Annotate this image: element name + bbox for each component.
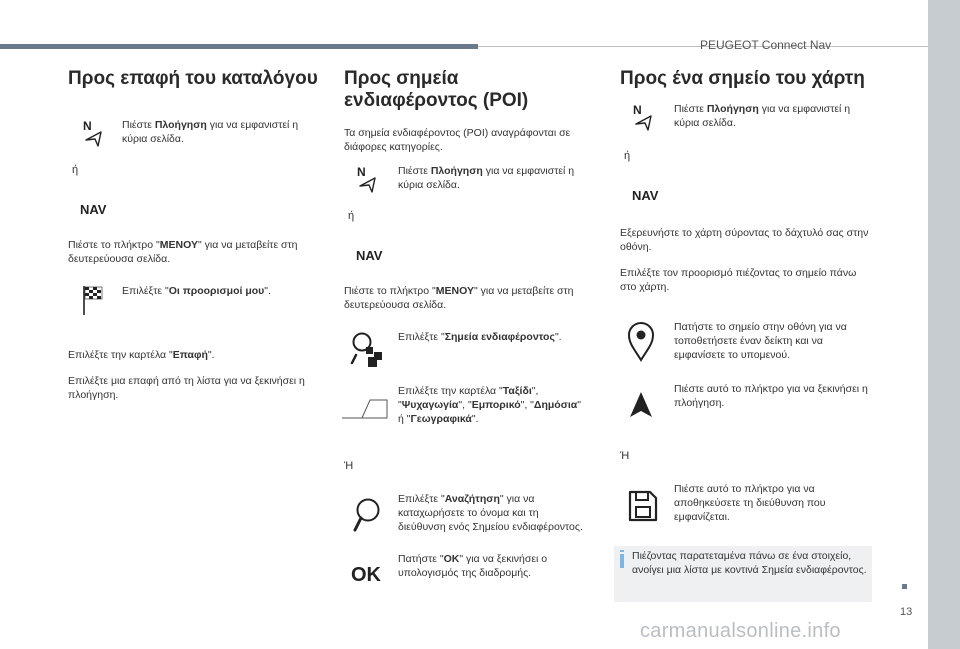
info-note [614, 546, 872, 602]
side-strip [928, 0, 960, 649]
section-title-map-point: Προς ένα σημείο του χάρτη [620, 68, 865, 89]
header-bar [0, 44, 478, 49]
col2-step4: Επιλέξτε "Αναζήτηση" για να καταχωρήσετε το όνομα και τη διεύθυνση ενός Σημείου ενδιαφέροντος. [398, 493, 583, 533]
col3-or: ή [624, 150, 631, 162]
category-tab-icon [340, 394, 390, 422]
start-navigation-icon [628, 390, 654, 420]
header-title: PEUGEOT Connect Nav [700, 38, 832, 52]
info-icon [620, 554, 624, 568]
col2-step5: Πατήστε "OK" για να ξεκινήσει ο υπολογισμός της διαδρομής. [398, 553, 548, 579]
svg-text:N: N [83, 119, 92, 133]
col1-step1: Πιέστε Πλοήγηση για να εμφανιστεί η κύρια σελίδα. [122, 119, 299, 145]
col1-or: ή [72, 164, 79, 176]
col2-p1: Πιέστε το πλήκτρο "ΜΕΝΟΥ" για να μεταβείτε στη δευτερεύουσα σελίδα. [344, 285, 574, 311]
col2-or2: Ή [344, 460, 354, 472]
checkered-flag-icon [82, 284, 104, 316]
ok-button[interactable]: OK [351, 564, 381, 586]
page-marker [902, 584, 907, 589]
col3-step3: Πιέστε αυτό το πλήκτρο για να ξεκινήσει η πλοήγηση. [674, 383, 868, 409]
col2-intro: Τα σημεία ενδιαφέροντος (POI) αναγράφονται σε διάφορες κατηγορίες. [344, 127, 571, 153]
navigation-icon [82, 118, 106, 148]
col2-or: ή [348, 210, 355, 222]
col2-step3: Επιλέξτε την καρτέλα "Ταξίδι", "Ψυχαγωγία", "Εμπορικό", "Δημόσια" ή "Γεωγραφικά". [398, 385, 581, 425]
search-icon [352, 496, 382, 536]
col3-p2: Επιλέξτε τον προορισμό πιέζοντας το σημείο πάνω στο χάρτη. [620, 267, 857, 293]
info-icon-dot [620, 550, 624, 552]
col3-step4: Πιέστε αυτό το πλήκτρο για να αποθηκεύσετε τη διεύθυνση που εμφανίζεται. [674, 483, 826, 523]
page-number: 13 [900, 606, 913, 618]
col2-step1: Πιέστε Πλοήγηση για να εμφανιστεί η κύρια σελίδα. [398, 165, 575, 191]
col1-p1: Πιέστε το πλήκτρο "ΜΕΝΟΥ" για να μεταβείτε στη δευτερεύουσα σελίδα. [68, 239, 298, 265]
svg-text:N: N [357, 165, 366, 179]
map-pin-icon [626, 320, 656, 362]
section-title-contact: Προς επαφή του καταλόγου [68, 68, 318, 89]
nav-button[interactable]: NAV [632, 188, 659, 203]
col2-step2: Επιλέξτε "Σημεία ενδιαφέροντος". [398, 331, 562, 343]
col1-p2: Επιλέξτε την καρτέλα "Επαφή". [68, 349, 215, 361]
nav-button[interactable]: NAV [80, 202, 107, 217]
col3-p1: Εξερευνήστε το χάρτη σύροντας το δάχτυλό σας στην οθόνη. [620, 227, 869, 253]
section-title-poi: Προς σημεία ενδιαφέροντος (POI) [344, 68, 529, 111]
poi-search-icon [350, 330, 384, 370]
navigation-icon [356, 164, 380, 194]
col3-step1: Πιέστε Πλοήγηση για να εμφανιστεί η κύρια σελίδα. [674, 103, 851, 129]
save-icon [628, 490, 658, 522]
col3-or2: Ή [620, 450, 630, 462]
info-note-text: Πιέζοντας παρατεταμένα πάνω σε ένα στοιχείο, ανοίγει μια λίστα με κοντινά Σημεία ενδιαφέροντος. [632, 550, 867, 576]
col1-p3: Επιλέξτε μια επαφή από τη λίστα για να ξεκινήσει η πλοήγηση. [68, 375, 305, 401]
navigation-icon [632, 102, 656, 132]
col1-step2: Επιλέξτε "Οι προορισμοί μου". [122, 285, 271, 297]
watermark: carmanualsonline.info [640, 620, 841, 642]
col3-step2: Πατήστε το σημείο στην οθόνη για να τοποθετήσετε έναν δείκτη και να εμφανίσετε το υπομενού. [674, 321, 847, 361]
nav-button[interactable]: NAV [356, 248, 383, 263]
svg-text:N: N [633, 103, 642, 117]
